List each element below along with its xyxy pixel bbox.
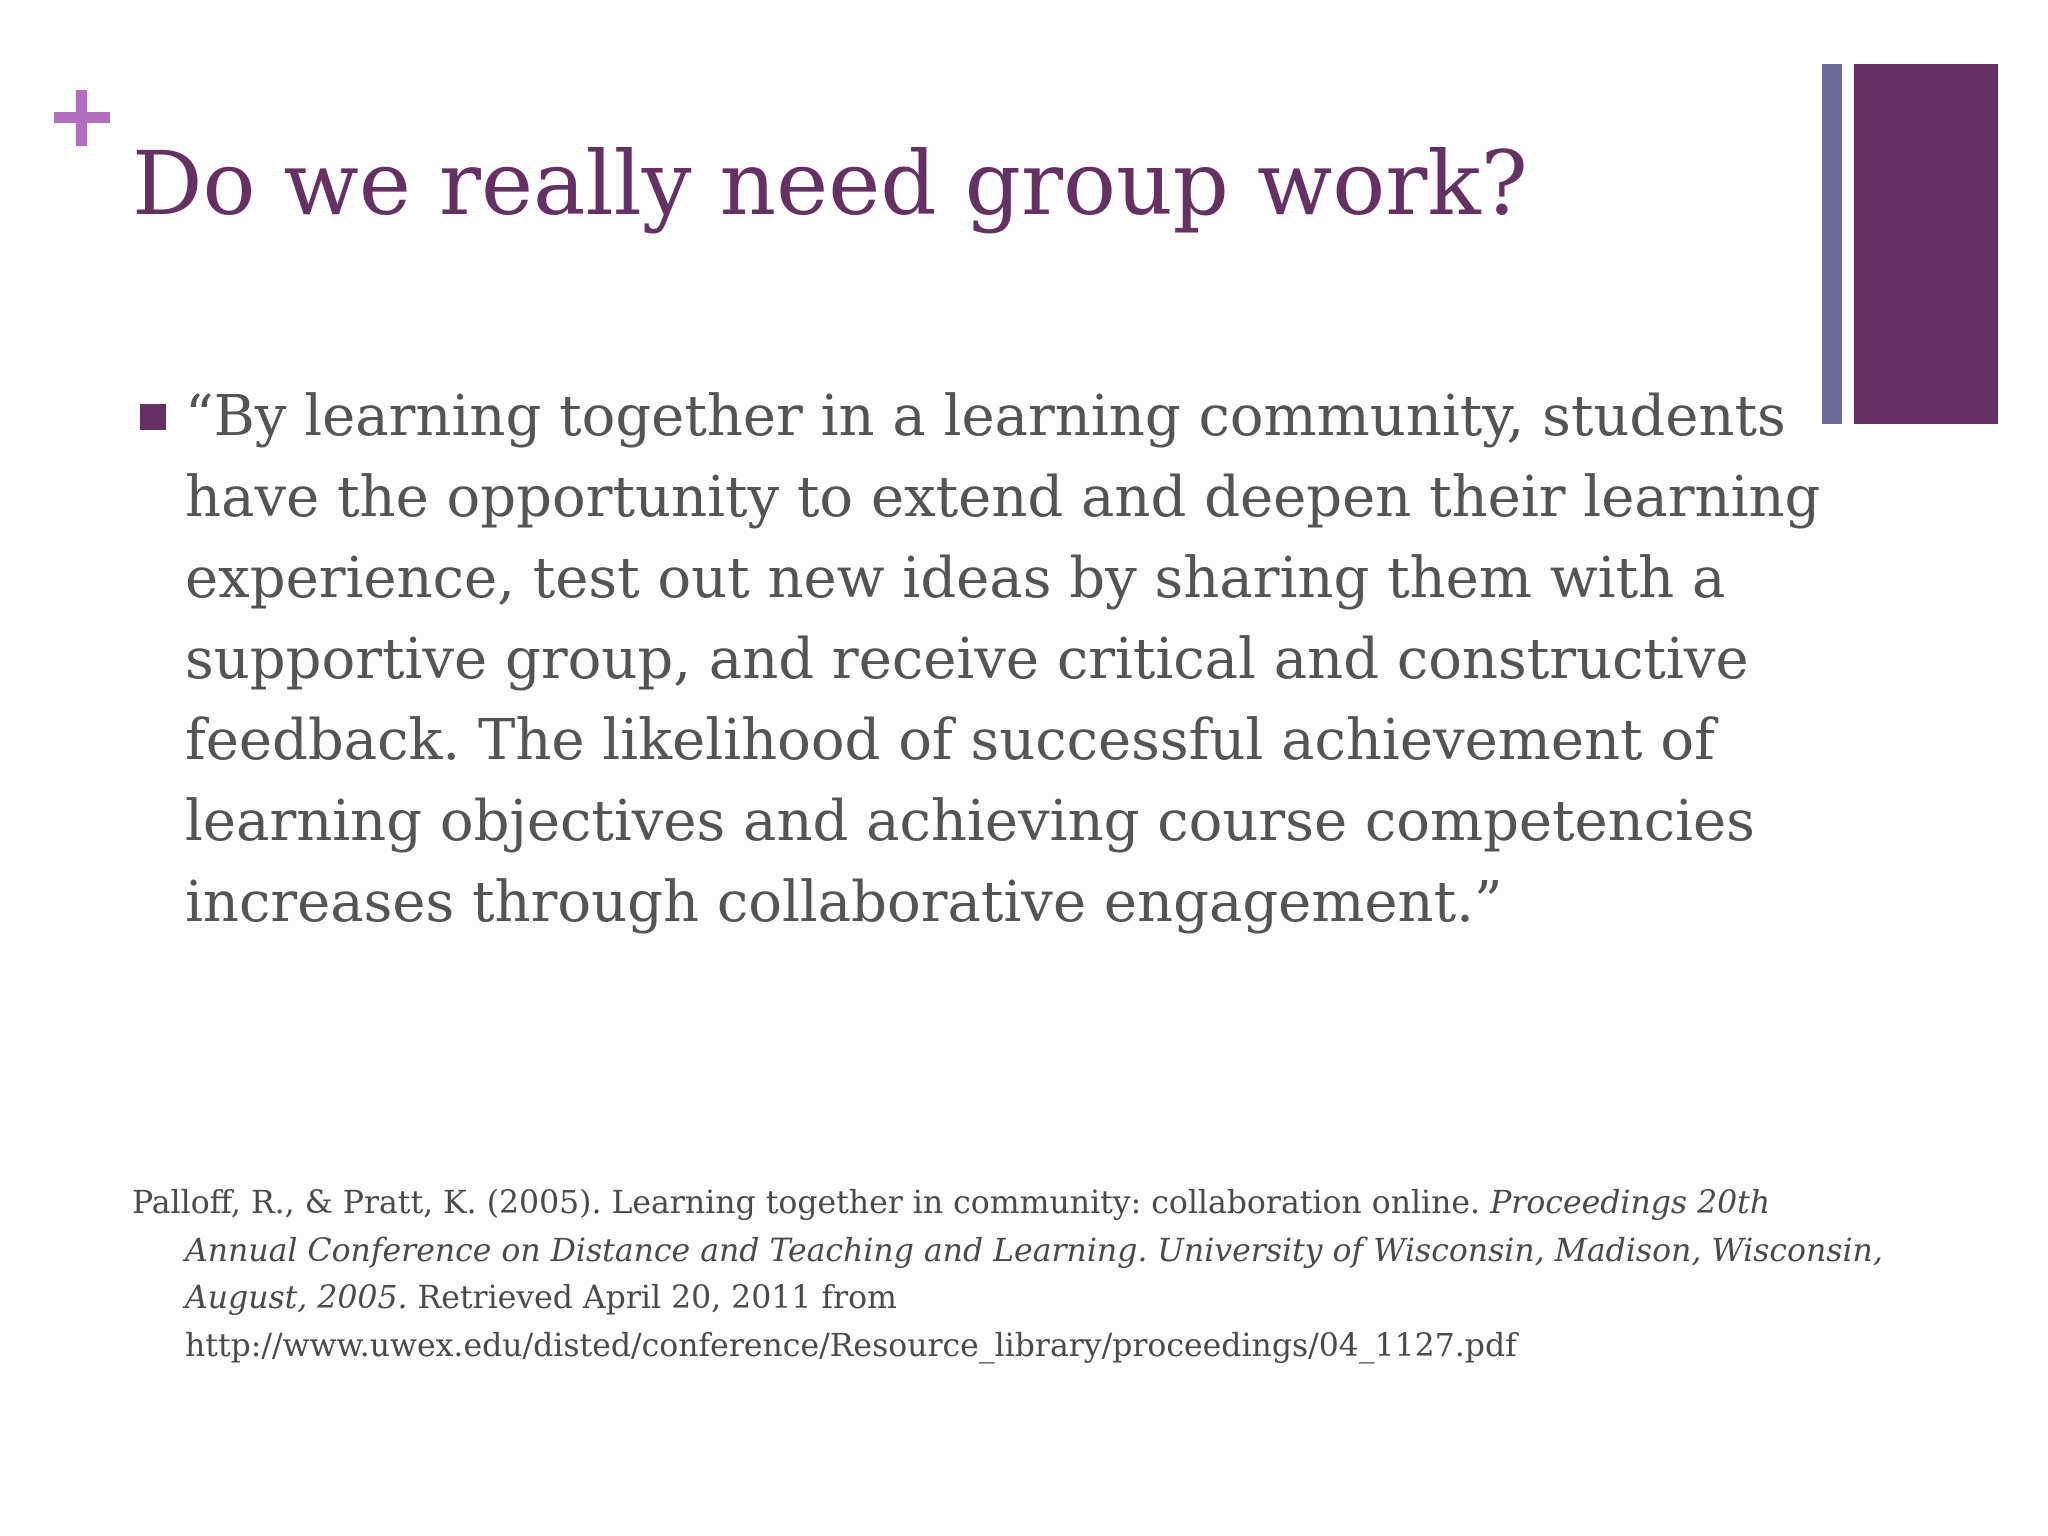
slide-title: Do we really need group work? [132, 132, 1528, 235]
plus-icon-vertical [76, 90, 87, 146]
citation [132, 1180, 1885, 1370]
plus-icon [54, 90, 110, 146]
citation-retrieved: Retrieved April 20, 2011 from [417, 1280, 897, 1316]
citation-proceedings: Proceedings 20th Annual Conference on Distance and Teaching and Learning. University of Wisconsin, Madison, Wisconsin, August, 2005. [185, 1185, 1883, 1316]
square-bullet-icon [140, 404, 166, 430]
accent-bar-thick [1854, 64, 1998, 424]
bullet-list [132, 376, 1832, 943]
bullet-quote: “By learning together in a learning community, students have the opportunity to extend and deepen their learning experience, test out new ideas by sharing them with a supportive group, and receive critical and constructive feedback. The likelihood of successful achievement of learning objectives and achieving course competencies increases through collaborative engagement.” [185, 384, 1821, 935]
citation-authors-title: Palloff, R., & Pratt, K. (2005). Learning together in community: collaboration online. [132, 1185, 1481, 1221]
citation-url: http://www.uwex.edu/disted/conference/Resource_library/proceedings/04_1127.pdf [185, 1327, 1517, 1364]
accent-bar-thin [1822, 64, 1842, 424]
